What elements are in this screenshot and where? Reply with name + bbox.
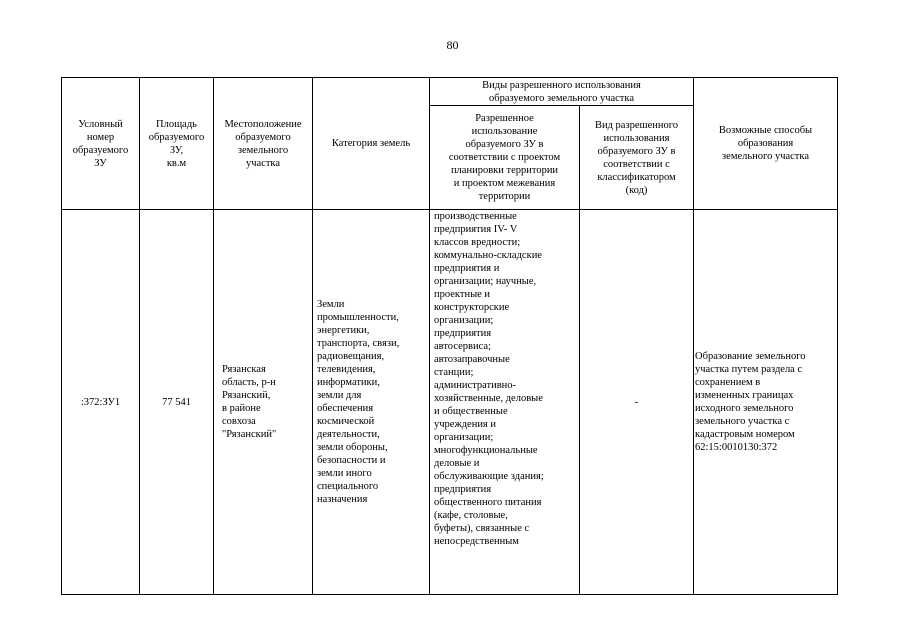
- table-row: [62, 210, 838, 595]
- header-permitted-use-group: Виды разрешенного использования образуемого земельного участка: [430, 78, 694, 106]
- cell-permitted-use: [430, 210, 580, 595]
- cell-land-category: Земли промышленности, энергетики, транспорта, связи, радиовещания, телевидения, информатики, земли для обеспечения космической деятельности, земли обороны, безопасности и земли иного специального назначения: [313, 210, 430, 595]
- permitted-use-text: производственные предприятия IV- V классов вредности; коммунально-складские предприятия и организации; научные, проектные и конструкторские организации; предприятия автосервиса; автозаправочные станции; административно- хозяйственные, деловые и общественные учреждения и организации; многофункциональные деловые и обслуживающие здания; предприятия общественного питания (кафе, столовые, буфеты), связанные с непосредственным: [434, 211, 544, 547]
- cell-location: Рязанская область, р-н Рязанский, в районе совхоза "Рязанский": [214, 210, 313, 595]
- header-row-1: [62, 78, 838, 106]
- header-classifier-code: Вид разрешенного использования образуемого ЗУ в соответствии с классификатором (код): [580, 106, 694, 210]
- header-permitted-use-project: Разрешенное использование образуемого ЗУ в соответствии с проектом планировки территории и проектом межевания территории: [430, 106, 580, 210]
- page-number: 80: [446, 38, 459, 52]
- header-formation-methods: Возможные способы образования земельного участка: [694, 78, 838, 210]
- cell-plot-number: :372:ЗУ1: [62, 210, 140, 595]
- cell-classifier-code: -: [580, 210, 694, 595]
- header-area: Площадь образуемого ЗУ, кв.м: [140, 78, 214, 210]
- header-plot-number: Условный номер образуемого ЗУ: [62, 78, 140, 210]
- cell-formation-method: Образование земельного участка путем раздела с сохранением в измененных границах исходного земельного земельного участка с кадастровым номером 62:15:0010130:372: [694, 210, 838, 595]
- header-land-category: Категория земель: [313, 78, 430, 210]
- header-location: Местоположение образуемого земельного участка: [214, 78, 313, 210]
- cell-area: 77 541: [140, 210, 214, 595]
- land-plot-table: [61, 77, 838, 595]
